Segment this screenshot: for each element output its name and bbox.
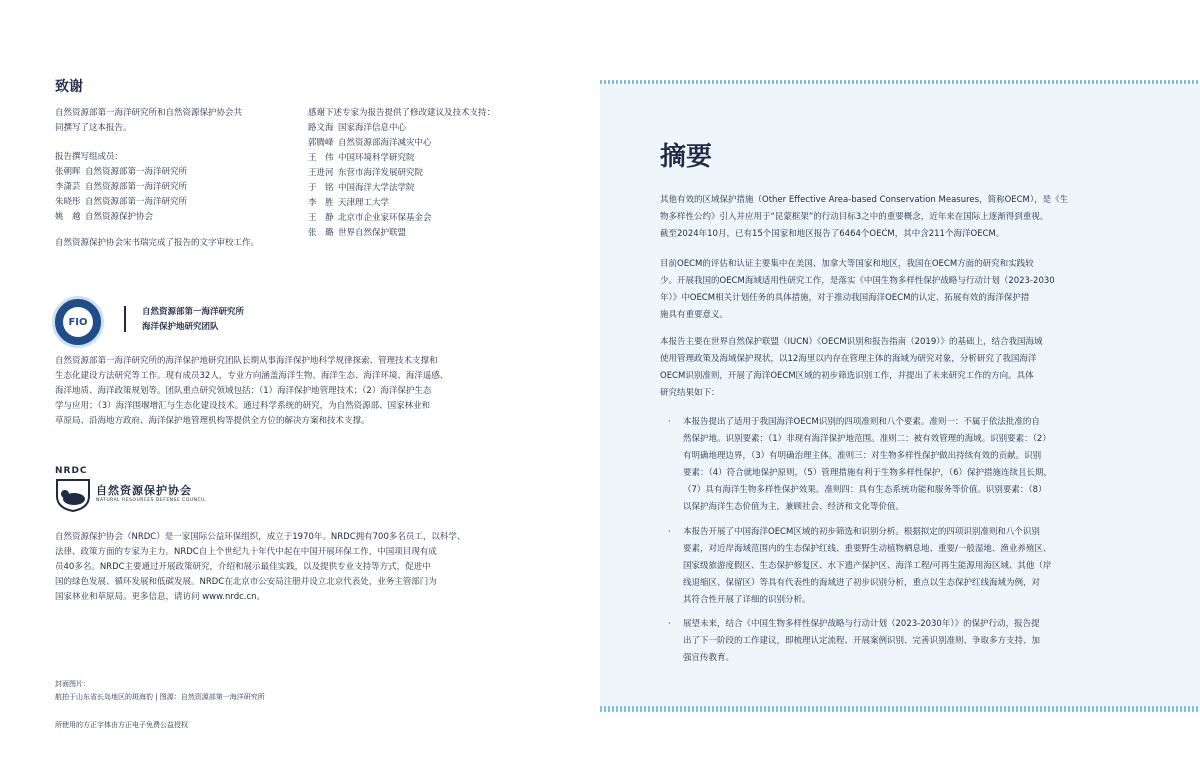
expert-row: 王 静 北京市企业家环保基金会 bbox=[308, 213, 432, 223]
acknowledgement-heading: 致谢 bbox=[55, 79, 83, 95]
nrdc-bear-icon bbox=[55, 478, 91, 512]
nrdc-label: NRDC bbox=[55, 466, 88, 476]
author-row: 朱晓彤 自然资源部第一海洋研究所 bbox=[55, 197, 188, 207]
summary-bullet-3: · 展望未来，结合《中国生物多样性保护战略与行动计划（2023-2030年）》的保护行动，报告提 出了下一阶段的工作建议，即梳理认定流程、开展案例识别、完善识别准则、争取多方支持、加 强宣传教育。 bbox=[683, 616, 1153, 667]
bottom-hatch-border bbox=[600, 706, 1200, 712]
nrdc-cn-name: 自然资源保护协会 bbox=[96, 484, 192, 497]
expert-row: 于 铭 中国海洋大学法学院 bbox=[308, 183, 415, 193]
nrdc-description: 自然资源保护协会（NRDC）是一家国际公益环保组织，成立于1970年。NRDC拥有700多名员工，以科学、 法律、政策方面的专家为主力。NRDC自上个世纪九十年代中起在中国开展环保工作，中国项目现有成 员40多名。NRDC主要通过开展政策研究，介绍和展示最佳实践，以及提供专业支持等方式，促进中 国的绿色发展、循环发展和低碳发展。NRDC在北京市公安局注册并设立北京代表处，业务主管部门为 国家林业和草原局。更多信息，请访问 www.nrdc.cn。 bbox=[55, 532, 466, 602]
expert-row: 王 伟 中国环境科学研究院 bbox=[308, 153, 415, 163]
cover-title: 封面图片： bbox=[55, 680, 90, 688]
author-row: 姚 越 自然资源保护协会 bbox=[55, 212, 154, 222]
expert-row: 王进河 东营市海洋发展研究院 bbox=[308, 168, 424, 178]
intro-text: 自然资源部第一海洋研究所和自然资源保护协会共 同撰写了这本报告。 bbox=[55, 108, 243, 133]
cover-credit: 封面图片： 航拍于山东省长岛地区的斑海豹 | 图源：自然资源部第一海洋研究所 bbox=[55, 680, 265, 701]
summary-bullet-2: · 本报告开展了中国海洋OECM区域的初步筛选和识别分析。根据拟定的四项识别准则和八个识别 要素，对近岸海域范围内的生态保护红线、重要野生动植物栖息地、重要/一般湿地、渔业养殖区、 国家级旅游度假区、生态保护修复区、水下遗产保护区、海洋工程/可再生能源用海区域、其他（岸 线退缩区、保留区）等具有代表性的海域进了初步识别分析，重点以生态保护红线海域为例，对 其符合性开展了详细的识别分析。 bbox=[683, 524, 1153, 609]
font-credit: 所使用的方正字体由方正电子免费公益授权 bbox=[55, 721, 188, 729]
bullet-dot: · bbox=[668, 417, 671, 427]
proofread-note: 自然资源保护协会宋书瑞完成了报告的文字审校工作。 bbox=[55, 238, 260, 248]
expert-row: 郭腾峰 自然资源部海洋减灾中心 bbox=[308, 138, 432, 148]
summary-paragraph-2: 目前OECM的评估和认证主要集中在美国、加拿大等国家和地区，我国在OECM方面的研究和实践较 少。开展我国的OECM海域适用性研究工作，是落实《中国生物多样性保护战略与行动计划（2023-2030 年）》中OECM相关计划任务的具体措施，对于推动我国海洋OECM的认定、拓展有效的海洋保护措 施具有重要意义。 bbox=[660, 259, 1055, 320]
logo-divider bbox=[124, 306, 126, 332]
author-row: 张朝晖 自然资源部第一海洋研究所 bbox=[55, 167, 188, 177]
summary-bullet-1: · 本报告提出了适用于我国海洋OECM识别的四项准则和八个要素。准则一：不属于依法批准的自 然保护地。识别要素：（1）非现有海洋保护地范围。准则二：被有效管理的海域。识别要素：（2） 有明确地理边界，（3）有明确治理主体。准则三：对生物多样性保护做出持续有效的贡献。识别 要素：（4）符合就地保护原则，（5）管理措施有利于生物多样性保护，（6）保护措施连续且长期， （7）具有海洋生物多样性保护效果。准则四：具有生态系统功能和服务等价值。识别要素：（8） 以保护海洋生态价值为主，兼顾社会、经济和文化等价值。 bbox=[683, 414, 1153, 516]
fio-logo: FIO bbox=[52, 296, 104, 348]
experts-title: 感谢下述专家为报告提供了修改建议及技术支持： bbox=[308, 108, 496, 118]
expert-row: 李 胜 天津理工大学 bbox=[308, 198, 390, 208]
expert-row: 张 璐 世界自然保护联盟 bbox=[308, 228, 407, 238]
summary-heading: 摘要 bbox=[660, 142, 713, 172]
fio-description: 自然资源部第一海洋研究所的海洋保护地研究团队长期从事海洋保护地科学规律探索、管理技术支撑和 生态化建设方法研究等工作。现有成员32人，专业方向涵盖海洋生物、海洋生态、海洋环境、海洋遥感、 海洋地质、海洋政策规划等。团队重点研究领域包括：（1）海洋保护地管理技术；（2）海洋保护生态 学与应用；（3）海洋围堰增汇与生态化建设技术。通过科学系统的研究，为自然资源部、国家林业和 草原局、沿海地方政府、海洋保护地管理机构等提供全方位的解决方案和技术支撑。 bbox=[55, 356, 449, 426]
bullet-dot: · bbox=[668, 527, 671, 537]
author-row: 李潇芸 自然资源部第一海洋研究所 bbox=[55, 182, 188, 192]
bullet-dot: · bbox=[668, 619, 671, 629]
summary-paragraph-3: 本报告主要在世界自然保护联盟（IUCN）《OECM识别和报告指南（2019）》的基础上，结合我国海域 使用管理政策及海域保护现状，以12海里以内存在管理主体的海域为研究对象，分析研究了我国海洋 OECM识别准则，开展了海洋OECM区域的初步筛选识别工作，并提出了未来研究工作的方向。具体 研究结果如下： bbox=[660, 337, 1043, 398]
expert-row: 路文海 国家海洋信息中心 bbox=[308, 123, 407, 133]
summary-paragraph-1: 其他有效的区域保护措施（Other Effective Area-based Conservation Measures，简称OECM），是《生 物多样性公约》引入并应用于“昆蒙框架”的行动目标3之中的重要概念，近年来在国际上逐渐得到重视。 截至2024年10月，已有15个国家和地区报告了6464个OECM，其中含211个海洋OECM。 bbox=[660, 195, 1069, 239]
nrdc-en-name: NATURAL RESOURCES DEFENSE COUNCIL bbox=[96, 498, 206, 503]
experts-block bbox=[308, 106, 495, 241]
authors-block bbox=[55, 150, 187, 225]
authors-title: 报告撰写组成员： bbox=[55, 152, 124, 162]
fio-name: 自然资源部第一海洋研究所 海洋保护地研究团队 bbox=[142, 307, 245, 332]
